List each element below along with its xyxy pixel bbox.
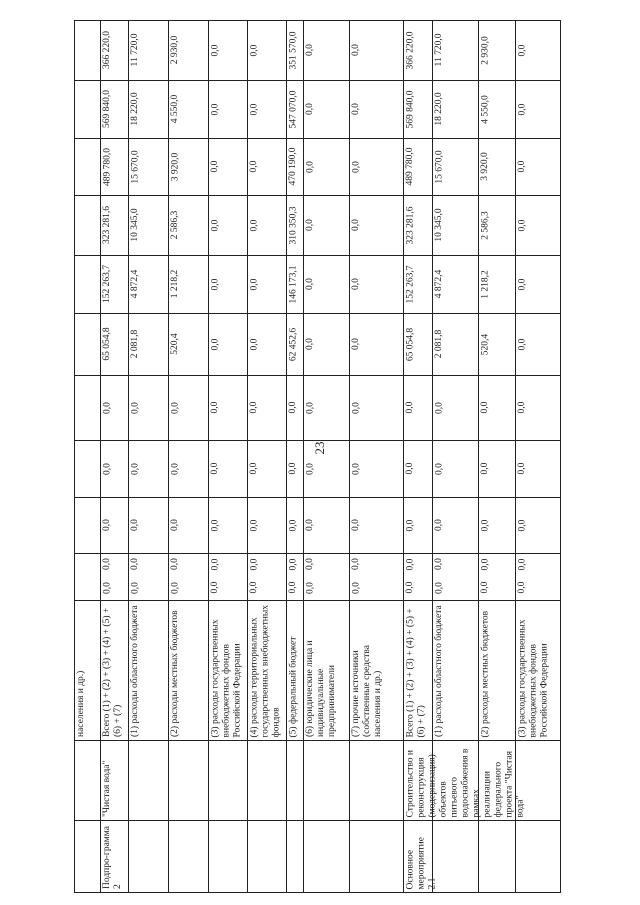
value-cell: 0,0 [170, 558, 180, 570]
grid-line [403, 20, 404, 892]
value-cell: 65 054,8 [102, 327, 112, 361]
value-cell: 15 670,0 [434, 149, 444, 184]
value-cell: 65 054,8 [405, 327, 415, 361]
value-cell: 0,0 [305, 462, 315, 475]
value-cell: 0,0 [517, 519, 527, 531]
value-cell: 569 840,0 [405, 90, 415, 128]
grid-line [560, 20, 561, 892]
grid-line [168, 20, 169, 892]
value-cell: 15 670,0 [130, 149, 140, 184]
value-cell: 0,0 [351, 519, 361, 531]
value-cell: 4 550,0 [170, 94, 180, 124]
value-cell: 0,0 [351, 581, 361, 594]
value-cell: 0,0 [517, 558, 527, 570]
value-cell: 0,0 [305, 581, 315, 594]
source-cell: (6) юридические лица и индивидуальные предприниматели [305, 640, 337, 737]
value-cell: 0,0 [210, 338, 220, 350]
value-cell: 366 220,0 [405, 31, 415, 69]
source-cell: (1) расходы областного бюджета [434, 605, 444, 737]
value-cell: 0,0 [102, 558, 112, 570]
value-cell: 0,0 [305, 44, 315, 56]
value-cell: 0,0 [305, 278, 315, 290]
value-cell: 0,0 [480, 581, 490, 594]
value-cell: 351 570,0 [288, 31, 298, 69]
value-cell: 0,0 [130, 462, 140, 475]
grid-line [208, 20, 209, 892]
value-cell: 2 586,3 [170, 210, 180, 240]
program-cell: Подпро-грамма 2 [102, 826, 123, 889]
grid-line [74, 313, 560, 314]
grid-line [303, 20, 304, 892]
source-cell: (3) расходы государственных внебюджетных фондов Российской Федерации [210, 619, 242, 737]
value-cell: 0,0 [351, 462, 361, 475]
value-cell: 0,0 [210, 462, 220, 475]
value-cell: 0,0 [480, 462, 490, 475]
value-cell: 1 218,2 [170, 269, 180, 299]
value-cell: 0,0 [102, 581, 112, 594]
page-number: 23 [312, 441, 327, 455]
value-cell: 0,0 [249, 462, 259, 475]
value-cell: 0,0 [351, 160, 361, 173]
value-cell: 0,0 [102, 519, 112, 531]
value-cell: 3 920,0 [480, 152, 490, 181]
value-cell: 0,0 [288, 581, 298, 594]
grid-line [247, 20, 248, 892]
value-cell: 0,0 [170, 519, 180, 531]
grid-line [74, 255, 560, 256]
value-cell: 0,0 [517, 401, 527, 414]
value-cell: 10 345,0 [130, 208, 140, 242]
value-cell: 0,0 [210, 558, 220, 570]
value-cell: 0,0 [130, 581, 140, 594]
value-cell: 0,0 [170, 401, 180, 414]
value-cell: 0,0 [405, 558, 415, 570]
grid-line [74, 740, 560, 741]
grid-line [74, 138, 560, 139]
value-cell: 2 081,8 [434, 329, 444, 359]
source-cell: населения и др.) [76, 670, 86, 737]
value-cell: 4 550,0 [480, 94, 490, 124]
grid-line [74, 553, 560, 554]
value-cell: 0,0 [434, 462, 444, 475]
grid-line [128, 20, 129, 892]
grid-line [74, 600, 560, 601]
value-cell: 0,0 [210, 103, 220, 115]
value-cell: 0,0 [351, 558, 361, 570]
value-cell: 323 281,6 [102, 206, 112, 244]
grid-line [74, 20, 560, 21]
value-cell: 0,0 [210, 401, 220, 414]
grid-line [74, 195, 560, 196]
value-cell: 0,0 [210, 219, 220, 231]
value-cell: 0,0 [170, 462, 180, 475]
value-cell: 0,0 [305, 160, 315, 173]
value-cell: 0,0 [305, 103, 315, 115]
value-cell: 11 720,0 [130, 33, 140, 67]
source-cell: (7) прочие источники (собственные средства населения и др.) [351, 645, 383, 737]
value-cell: 0,0 [305, 338, 315, 350]
value-cell: 0,0 [102, 462, 112, 475]
grid-line [478, 20, 479, 892]
grid-line [74, 20, 75, 892]
value-cell: 0,0 [405, 401, 415, 414]
value-cell: 2 081,8 [130, 329, 140, 359]
source-cell: Всего (1) + (2) + (3) + (4) + (5) + (6) + (7) [405, 607, 426, 737]
value-cell: 0,0 [405, 581, 415, 594]
value-cell: 0,0 [351, 278, 361, 290]
value-cell: 0,0 [249, 338, 259, 350]
value-cell: 0,0 [405, 462, 415, 475]
name-cell: "Чистая вода" [102, 760, 112, 817]
value-cell: 62 452,6 [288, 327, 298, 361]
value-cell: 0,0 [434, 558, 444, 570]
grid-line [74, 375, 560, 376]
value-cell: 0,0 [170, 581, 180, 594]
value-cell: 0,0 [249, 219, 259, 231]
value-cell: 0,0 [351, 44, 361, 56]
source-cell: (2) расходы местных бюджетов [170, 610, 180, 737]
value-cell: 0,0 [517, 160, 527, 173]
value-cell: 10 345,0 [434, 208, 444, 242]
grid-line [100, 20, 101, 892]
value-cell: 0,0 [305, 519, 315, 531]
grid-line [74, 80, 560, 81]
value-cell: 0,0 [517, 462, 527, 475]
grid-line [74, 892, 561, 893]
value-cell: 0,0 [305, 219, 315, 231]
value-cell: 0,0 [130, 401, 140, 414]
grid-line [74, 820, 560, 821]
value-cell: 0,0 [249, 278, 259, 290]
value-cell: 0,0 [517, 44, 527, 56]
source-cell: (1) расходы областного бюджета [130, 605, 140, 737]
value-cell: 470 190,0 [288, 147, 298, 186]
value-cell: 152 263,7 [405, 265, 415, 303]
value-cell: 0,0 [210, 581, 220, 594]
value-cell: 0,0 [102, 401, 112, 414]
value-cell: 489 780,0 [405, 147, 415, 186]
value-cell: 0,0 [130, 558, 140, 570]
value-cell: 0,0 [249, 519, 259, 531]
value-cell: 146 173,1 [288, 265, 298, 303]
value-cell: 0,0 [288, 558, 298, 570]
value-cell: 0,0 [405, 519, 415, 531]
value-cell: 4 872,4 [130, 269, 140, 299]
value-cell: 489 780,0 [102, 147, 112, 186]
source-cell: (5) федеральный бюджет [288, 636, 298, 737]
value-cell: 0,0 [480, 401, 490, 414]
grid-line [74, 440, 560, 441]
source-cell: (2) расходы местных бюджетов [480, 610, 490, 737]
source-cell: (3) расходы государственных внебюджетных фондов Российской Федерации [517, 619, 549, 737]
value-cell: 0,0 [305, 401, 315, 414]
value-cell: 366 220,0 [102, 31, 112, 69]
value-cell: 0,0 [210, 519, 220, 531]
value-cell: 0,0 [351, 103, 361, 115]
value-cell: 0,0 [434, 519, 444, 531]
value-cell: 0,0 [249, 401, 259, 414]
value-cell: 323 281,6 [405, 206, 415, 244]
value-cell: 0,0 [249, 44, 259, 56]
value-cell: 2 586,3 [480, 210, 490, 240]
value-cell: 0,0 [351, 219, 361, 231]
value-cell: 0,0 [517, 338, 527, 350]
value-cell: 2 930,0 [480, 35, 490, 65]
program-cell: Основное мероприятие 2.1 [405, 836, 437, 889]
value-cell: 3 920,0 [170, 152, 180, 181]
source-cell: (4) расходы территориальных государственных внебюджетных фондов [249, 604, 281, 737]
value-cell: 0,0 [517, 581, 527, 594]
grid-line [74, 497, 560, 498]
value-cell: 0,0 [288, 519, 298, 531]
value-cell: 0,0 [249, 160, 259, 173]
value-cell: 11 720,0 [434, 33, 444, 67]
value-cell: 0,0 [351, 401, 361, 414]
value-cell: 0,0 [249, 558, 259, 570]
grid-line [349, 20, 350, 892]
value-cell: 4 872,4 [434, 269, 444, 299]
value-cell: 0,0 [210, 44, 220, 56]
value-cell: 0,0 [288, 401, 298, 414]
value-cell: 547 070,0 [288, 90, 298, 128]
value-cell: 520,4 [170, 333, 180, 355]
value-cell: 0,0 [210, 160, 220, 173]
value-cell: 152 263,7 [102, 265, 112, 303]
value-cell: 0,0 [249, 581, 259, 594]
value-cell: 1 218,2 [480, 269, 490, 299]
value-cell: 569 840,0 [102, 90, 112, 128]
source-cell: Всего (1) + (2) + (3) + (4) + (5) + (6) + (7) [102, 607, 123, 737]
value-cell: 0,0 [480, 558, 490, 570]
value-cell: 0,0 [210, 278, 220, 290]
value-cell: 18 220,0 [434, 92, 444, 126]
value-cell: 0,0 [288, 462, 298, 475]
value-cell: 0,0 [434, 401, 444, 414]
value-cell: 0,0 [130, 519, 140, 531]
value-cell: 0,0 [517, 278, 527, 290]
value-cell: 0,0 [249, 103, 259, 115]
name-cell: Строительство и реконструкция (модернизация) объектов питьевого водоснабжения в рамках реализации федерального проекта "Чистая вода" [405, 748, 525, 817]
value-cell: 2 930,0 [170, 35, 180, 65]
value-cell: 0,0 [305, 558, 315, 570]
value-cell: 0,0 [351, 338, 361, 350]
grid-line [286, 20, 287, 892]
value-cell: 0,0 [480, 519, 490, 531]
value-cell: 0,0 [517, 103, 527, 115]
value-cell: 0,0 [517, 219, 527, 231]
value-cell: 310 350,3 [288, 206, 298, 244]
value-cell: 18 220,0 [130, 92, 140, 126]
value-cell: 520,4 [480, 333, 490, 355]
value-cell: 0,0 [434, 581, 444, 594]
